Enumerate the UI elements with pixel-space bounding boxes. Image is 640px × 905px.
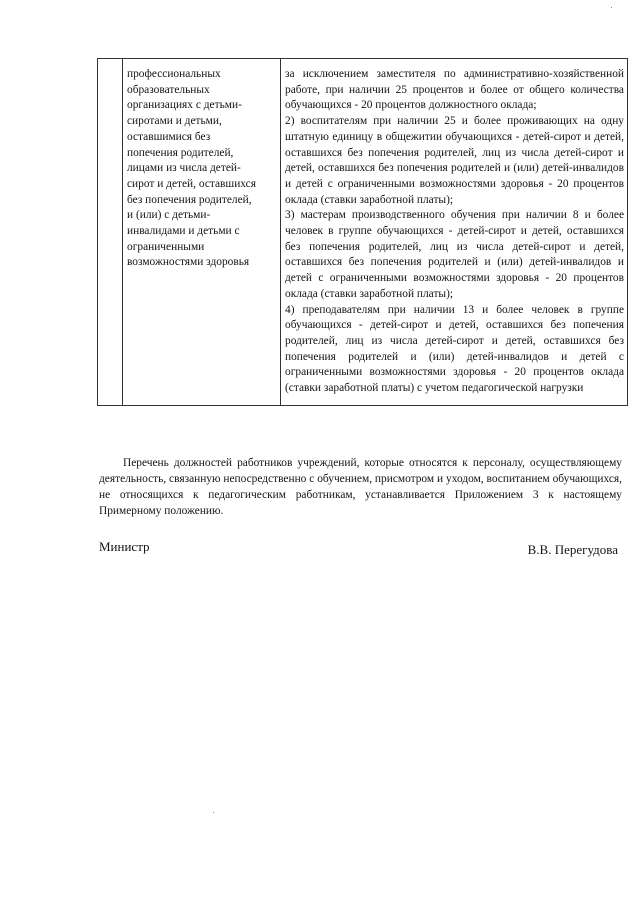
signatory-title: Министр	[99, 539, 150, 554]
position-name-line: оставшимися без	[127, 130, 211, 143]
position-name-line: лицами из числа детей-	[127, 162, 241, 175]
conditions-text	[281, 59, 627, 405]
conditions-cell	[281, 59, 628, 406]
position-name-text	[123, 59, 280, 277]
position-name-line: образовательных	[127, 83, 210, 96]
position-name-line: инвалидами и детьми с	[127, 225, 240, 238]
position-name-cell	[123, 59, 281, 406]
allowance-table	[97, 58, 628, 406]
position-name-line: попечения родителей,	[127, 146, 234, 159]
personnel-list-paragraph: Перечень должностей работников учреждений, которые относятся к персоналу, осуществляющему деятельность, связанную непосредственно с обучением, присмотром и уходом, воспитанием обучающихся, не относящихся к педагогическим работникам, устанавливается Приложением 3 к настоящему Примерному положению.	[99, 457, 622, 517]
position-name-line: возможностями здоровья	[127, 256, 250, 269]
position-name-line: сирот и детей, оставшихся	[127, 177, 256, 190]
signatory-name: В.В. Перегудова	[527, 542, 618, 557]
position-name-line: организациях с детьми-	[127, 99, 242, 112]
table-row	[98, 59, 628, 406]
position-name-line: сиротами и детьми,	[127, 115, 222, 128]
condition-item: 3) мастерам производственного обучения при наличии 8 и более человек в группе обучающихся - детей-сирот и детей, оставшихся без попечения родителей, лиц из числа детей-сирот и детей, оставшихся без попечения родителей и (или) детей-инвалидов и детей с ограниченными возможностями здоровья - 20 процентов оклада (ставки заработной платы);	[285, 209, 624, 300]
position-name-line: и (или) с детьми-	[127, 209, 211, 222]
position-name-line: профессиональных	[127, 68, 221, 80]
condition-item: за исключением заместителя по административно-хозяйственной работе, при наличии 25 процентов и более от общего количества обучающихся - 20 процентов должностного оклада;	[285, 68, 624, 112]
number-cell	[98, 59, 123, 406]
position-name-line: без попечения родителей,	[127, 193, 252, 206]
position-name-line: ограниченными	[127, 240, 205, 253]
scan-speck	[213, 812, 214, 813]
condition-item: 2) воспитателям при наличии 25 и более проживающих на одну штатную единицу в общежитии обучающихся - детей-сирот и детей, оставшихся без попечения родителей, лиц из числа детей-сирот и детей, оставшихся без попечения родителей и (или) детей-инвалидов и детей с ограниченными возможностями здоровья - 20 процентов оклада (ставки заработной платы);	[285, 115, 624, 206]
condition-item: 4) преподавателям при наличии 13 и более человек в группе обучающихся - детей-сирот и детей, оставшихся без попечения родителей, лиц из числа детей-сирот и детей, оставшихся без попечения родителей и (или) детей-инвалидов и детей с ограниченными возможностями здоровья - 20 процентов оклада (ставки заработной платы) с учетом педагогической нагрузки	[285, 303, 624, 395]
scan-speck	[611, 7, 612, 8]
